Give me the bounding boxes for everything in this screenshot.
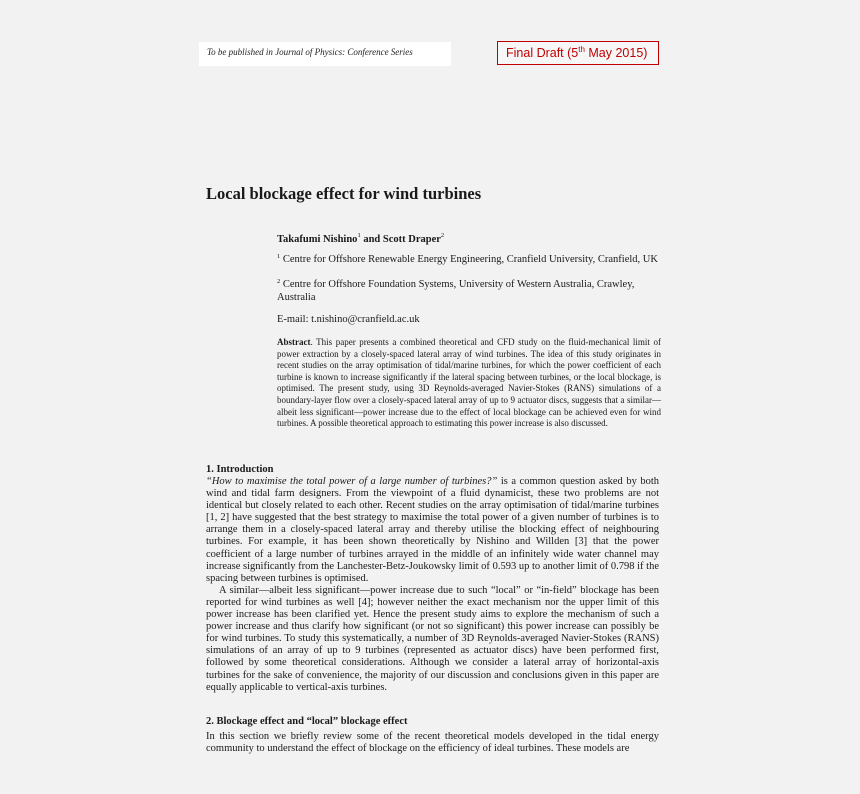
draft-label-suffix: May 2015) xyxy=(584,46,648,60)
publication-note-box xyxy=(199,42,451,66)
draft-status-box xyxy=(497,41,659,65)
abstract-label: Abstract xyxy=(277,337,311,347)
abstract-text: . This paper presents a combined theoretical and CFD study on the fluid-mechanical limit of power extraction by a closely-spaced lateral array of wind turbines. The idea of this study originates in recent studies on the array optimisation of tidal/marine turbines, for which the power coefficient of each turbine is known to increase significantly if the lateral spacing between turbines, or the local blockage, is optimised. The present study, using 3D Reynolds-averaged Navier-Stokes (RANS) simulations of a boundary-layer flow over a closely-spaced lateral array of up to 9 actuator discs, suggests that a similar—albeit less significant—power increase due to the effect of local blockage can be achieved even for wind turbines. A possible theoretical approach to estimating this power increase is also discussed. xyxy=(277,337,661,429)
affiliation-mark: 1 xyxy=(277,253,281,260)
affiliation-text: Centre for Offshore Foundation Systems, University of Western Australia, Crawley, Australia xyxy=(277,279,635,303)
author-affil-mark: 2 xyxy=(440,232,445,239)
author-name: Takafumi Nishino xyxy=(277,234,358,245)
opening-question: “How to maximise the total power of a large number of turbines?” xyxy=(206,476,498,487)
affiliation-mark: 2 xyxy=(277,278,281,285)
affiliation-text: Centre for Offshore Renewable Energy Engineering, Cranfield University, Cranfield, UK xyxy=(282,254,658,265)
publication-note: To be published in Journal of Physics: Conference Series xyxy=(207,47,413,57)
introduction-body xyxy=(206,476,659,694)
author-list xyxy=(277,232,444,245)
affiliation xyxy=(277,275,661,304)
draft-status-label xyxy=(506,45,647,60)
author-name: Scott Draper xyxy=(382,234,441,245)
abstract xyxy=(277,337,661,430)
draft-label-prefix: Final Draft (5 xyxy=(506,46,579,60)
paragraph: A similar—albeit less significant—power increase due to such “local” or “in-field” blockage has been reported for wind turbines as well [4]; however neither the exact mechanism nor the upper limit of this power increase has been clarified yet. Hence the present study aims to explore the mechanism of such a power increase and thus clarify how significant (or not so significant) this power increase can possibly be for wind turbines. To study this systematically, a number of 3D Reynolds-averaged Navier-Stokes (RANS) simulations of an array of up to 9 turbines (represented as actuator discs) have been performed first, followed by some theoretical considerations. Although we consider a lateral array of horizontal-axis turbines for the sake of convenience, the majority of our discussion and conclusions given in this paper are equally applicable to vertical-axis turbines. xyxy=(206,584,659,693)
author-affil-mark: 1 xyxy=(357,232,361,239)
paper-title: Local blockage effect for wind turbines xyxy=(206,184,482,203)
paragraph xyxy=(206,476,659,585)
affiliation xyxy=(277,250,661,266)
author-joiner: and xyxy=(360,234,383,245)
paragraph-text: is a common question asked by both wind and tidal farm designers. From the viewpoint of a fluid dynamicist, these two problems are not identical but closely related to each other. Recent studies on the array optimisation of tidal/marine turbines [1, 2] have suggested that the best strategy to maximise the total power of a given number of turbines is to arrange them in a closely-spaced lateral array and thereby utilise the blocking effect of neighbouring turbines. For example, it has been shown theoretically by Nishino and Willden [3] that the power coefficient of a large number of turbines arrayed in the middle of an infinitely wide water channel may increase significantly from the Lanchester-Betz-Joukowsky limit of 0.593 up to another limit of 0.798 if the spacing between turbines is optimised. xyxy=(206,476,659,584)
draft-label-sup: th xyxy=(578,45,585,54)
section-heading-introduction: 1. Introduction xyxy=(206,464,274,475)
paragraph: In this section we briefly review some of the recent theoretical models developed in the tidal energy community to understand the effect of blockage on the efficiency of ideal turbines. These models are xyxy=(206,731,659,755)
blockage-body xyxy=(206,731,659,755)
section-heading-blockage: 2. Blockage effect and “local” blockage effect xyxy=(206,716,408,727)
contact-email: E-mail: t.nishino@cranfield.ac.uk xyxy=(277,314,420,325)
